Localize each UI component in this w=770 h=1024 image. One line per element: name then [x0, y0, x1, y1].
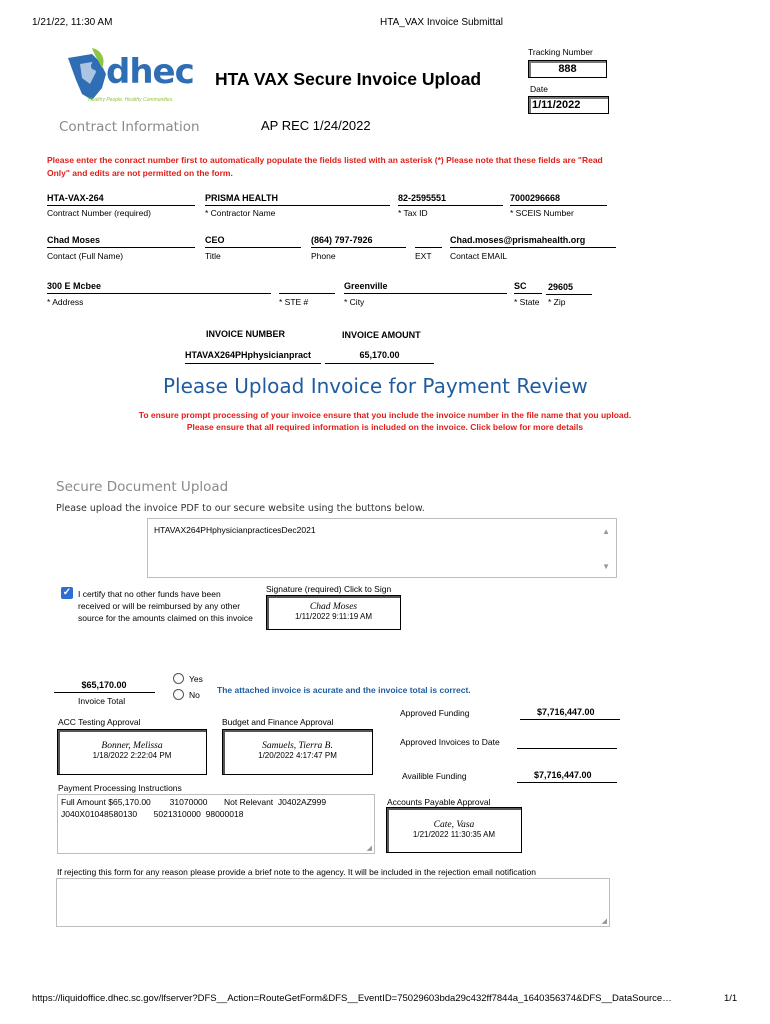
- payment-instructions-field[interactable]: [57, 794, 375, 854]
- zip-value: 29605: [548, 282, 574, 292]
- autopopulate-notice: Please enter the conract number first to automatically populate the fields listed with an asterisk (*) Please note that these fields are "Read Only" and edits are not permitted on the form.: [47, 155, 603, 178]
- accuracy-statement: The attached invoice is acurate and the invoice total is correct.: [217, 685, 471, 695]
- logo-tagline: Healthy People. Healthy Communities.: [88, 97, 174, 103]
- tax-id-value: 82-2595551: [398, 193, 447, 203]
- date-field[interactable]: 1/11/2022: [528, 96, 609, 114]
- state-value: SC: [514, 281, 527, 291]
- phone-value[interactable]: (864) 797-7926: [311, 235, 373, 245]
- dhec-logo: [62, 44, 198, 108]
- yes-radio[interactable]: [173, 673, 184, 684]
- ext-label: EXT: [415, 251, 432, 261]
- title-label: Title: [205, 251, 221, 261]
- budget-approval-signature-box[interactable]: [222, 729, 373, 775]
- invoice-number-field[interactable]: HTAVAX264PHphysicianpract: [185, 350, 312, 360]
- secure-upload-instruction: Please upload the invoice PDF to our secure website using the buttons below.: [56, 503, 425, 514]
- acc-testing-signature-box[interactable]: [57, 729, 207, 775]
- contractor-name-label: * Contractor Name: [205, 208, 276, 218]
- tracking-number-field[interactable]: 888: [528, 60, 607, 78]
- ste-label: * STE #: [279, 297, 309, 307]
- upload-notice-2: Please ensure that all required information is included on the invoice. Click below for more details: [186, 422, 584, 432]
- budget-approval-timestamp: 1/20/2022 4:17:47 PM: [258, 751, 337, 760]
- page-title: HTA_VAX Invoice Submittal: [380, 17, 504, 28]
- acc-testing-name: Bonner, Melissa: [101, 741, 163, 751]
- address-value: 300 E Mcbee: [47, 281, 102, 291]
- upload-notice-1: To ensure prompt processing of your invoice ensure that you include the invoice number in the file name that you upload.: [138, 410, 632, 420]
- signature-box[interactable]: [266, 595, 401, 630]
- resize-handle-icon[interactable]: ◢: [601, 918, 607, 925]
- available-funding-value: $7,716,447.00: [534, 770, 592, 780]
- uploaded-file-list[interactable]: [147, 518, 617, 578]
- form-title: HTA VAX Secure Invoice Upload: [215, 69, 482, 89]
- approved-funding-label: Approved Funding: [400, 708, 470, 718]
- contract-number-label: Contract Number (required): [47, 208, 151, 218]
- invoice-total-label: Invoice Total: [78, 696, 126, 706]
- contract-number-value[interactable]: HTA-VAX-264: [47, 193, 104, 203]
- email-value[interactable]: Chad.moses@prismahealth.org: [450, 235, 586, 245]
- ap-approval-signature-box[interactable]: [386, 807, 522, 853]
- invoice-amount-label: INVOICE AMOUNT: [342, 330, 421, 340]
- available-funding-label: Availible Funding: [402, 771, 467, 781]
- phone-label: Phone: [311, 251, 336, 261]
- date-label: Date: [530, 84, 548, 94]
- title-value[interactable]: CEO: [205, 235, 225, 245]
- ap-rec-note: AP REC 1/24/2022: [261, 118, 371, 133]
- yes-label: Yes: [189, 674, 203, 684]
- zip-label: * Zip: [548, 297, 566, 307]
- address-label: * Address: [47, 297, 84, 307]
- state-label: * State: [514, 297, 540, 307]
- page-number: 1/1: [724, 993, 738, 1004]
- signature-label: Signature (required) Click to Sign: [266, 584, 392, 594]
- budget-approval-label: Budget and Finance Approval: [222, 717, 334, 727]
- upload-heading: Please Upload Invoice for Payment Review: [163, 374, 588, 398]
- sceis-number-value: 7000296668: [510, 193, 561, 203]
- scroll-down-icon[interactable]: ▼: [602, 562, 610, 571]
- approved-invoices-label: Approved Invoices to Date: [400, 737, 500, 747]
- ap-approval-label: Accounts Payable Approval: [387, 797, 491, 807]
- email-label: Contact EMAIL: [450, 251, 508, 261]
- acc-testing-timestamp: 1/18/2022 2:22:04 PM: [92, 751, 172, 760]
- invoice-total-value[interactable]: $65,170.00: [81, 680, 127, 690]
- budget-approval-name: Samuels, Tierra B.: [262, 741, 333, 751]
- invoice-amount-field[interactable]: 65,170.00: [359, 350, 400, 360]
- tracking-label: Tracking Number: [528, 47, 593, 57]
- signature-name: Chad Moses: [309, 602, 358, 612]
- approved-funding-value: $7,716,447.00: [537, 707, 595, 717]
- logo-text: dhec: [106, 52, 194, 92]
- contractor-name-value: PRISMA HEALTH: [205, 193, 278, 203]
- city-label: * City: [344, 297, 365, 307]
- sceis-number-label: * SCEIS Number: [510, 208, 574, 218]
- signature-timestamp: 1/11/2022 9:11:19 AM: [294, 612, 373, 621]
- contact-name-value[interactable]: Chad Moses: [47, 235, 101, 245]
- certify-checkbox[interactable]: ✓: [62, 587, 72, 598]
- page-url: https://liquidoffice.dhec.sc.gov/lfserver?DFS__Action=RouteGetForm&DFS__EventID=75029603bda29c432ff7844a_1640356374&DFS__DataSource…: [32, 993, 672, 1004]
- contract-info-heading: Contract Information: [59, 119, 200, 135]
- payment-instructions-label: Payment Processing Instructions: [58, 783, 182, 793]
- payment-line-1: Full Amount $65,170.00 31070000 Not Relevant J0402AZ999: [61, 797, 327, 807]
- payment-line-2: J040X01048580130 5021310000 98000018: [61, 809, 244, 819]
- ap-approval-name: Cate, Vasa: [433, 820, 475, 830]
- resize-handle-icon[interactable]: ◢: [366, 845, 372, 852]
- ap-approval-timestamp: 1/21/2022 11:30:35 AM: [412, 830, 496, 839]
- uploaded-file-name[interactable]: HTAVAX264PHphysicianpracticesDec2021: [154, 525, 316, 535]
- no-label: No: [189, 690, 200, 700]
- acc-testing-label: ACC Testing Approval: [58, 717, 141, 727]
- contact-name-label: Contact (Full Name): [47, 251, 124, 261]
- tax-id-label: * Tax ID: [398, 208, 428, 218]
- invoice-number-label: INVOICE NUMBER: [206, 329, 286, 339]
- reject-note-label: If rejecting this form for any reason please provide a brief note to the agency. It will be included in the rejection email notification: [57, 867, 536, 877]
- scroll-up-icon[interactable]: ▲: [602, 527, 610, 536]
- city-value: Greenville: [344, 281, 388, 291]
- certify-text: I certify that no other funds have been received or will be reimbursed by any other source for the amounts claimed on this invoice: [78, 589, 253, 624]
- no-radio[interactable]: [173, 689, 184, 700]
- secure-upload-heading: Secure Document Upload: [56, 479, 229, 495]
- reject-note-field[interactable]: [56, 878, 610, 927]
- print-timestamp: 1/21/22, 11:30 AM: [32, 17, 113, 28]
